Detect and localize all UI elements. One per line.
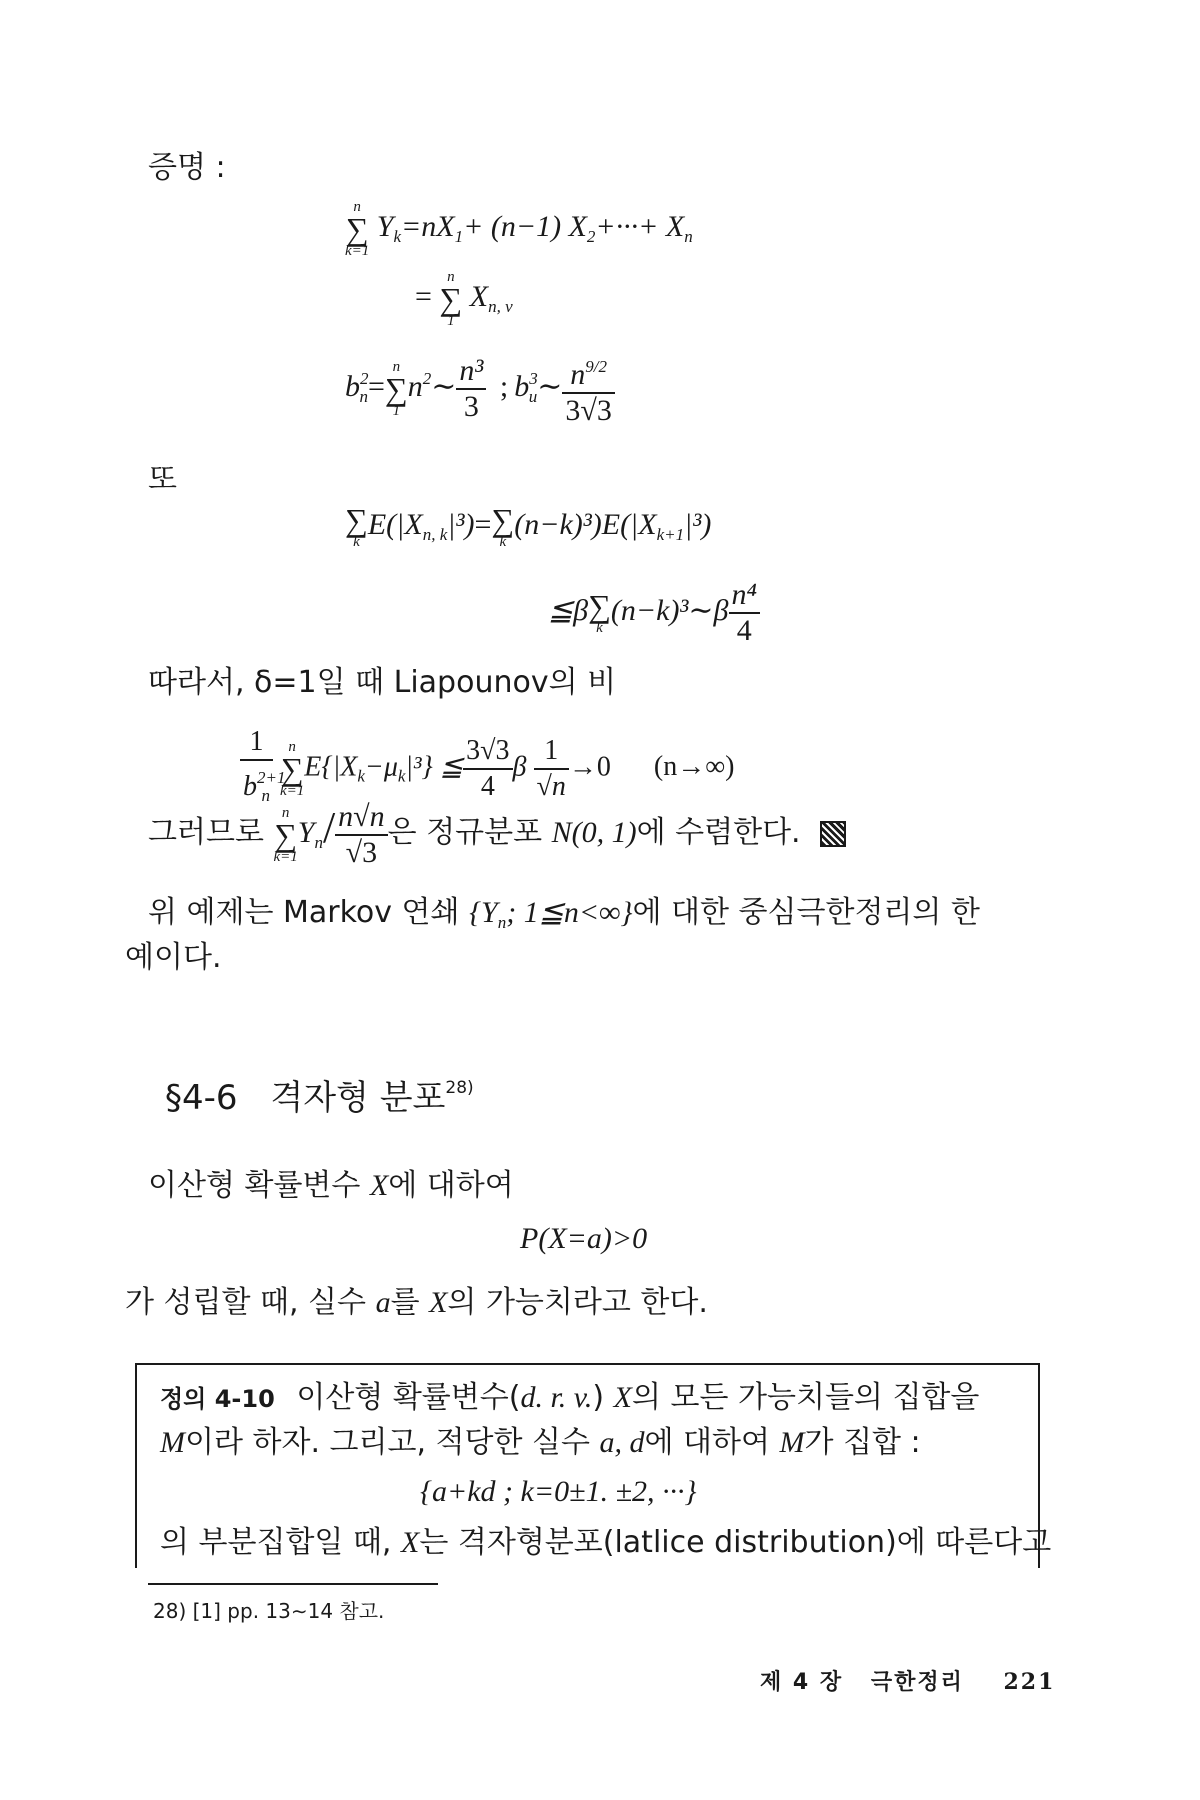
definition-top-rule <box>135 1363 1040 1365</box>
footnote-rule <box>148 1583 438 1585</box>
definition-line2: M이라 하자. 그리고, 적당한 실수 a, d에 대하여 M가 집합 : <box>160 1425 921 1460</box>
section-heading: §4-6 격자형 분포$^{28)}$ <box>165 1078 474 1118</box>
page-footer: 제 4 장 극한정리 221 <box>760 1669 1056 1695</box>
page-number: 221 <box>1003 1669 1056 1695</box>
equation-variance: $b^2_n=$ n ∑ 1 $n^2\sim$ $\frac{\text{n³}}{3}$ ; $b^3_u\sim$ $\frac{n^{9/2}}{3√3}$ <box>345 350 615 428</box>
discrete-rv-text: 이산형 확률변수 X에 대하여 <box>148 1168 514 1203</box>
markov-text-line2: 예이다. <box>125 940 222 975</box>
liapounov-text: 따라서, δ=1일 때 Liapounov의 비 <box>148 665 617 700</box>
convergence-text: 그러므로 n ∑ k=1 $Y_n/$ $\frac{n√n}{√3}$ 은 정규분포 N(0, 1)에 수렴한다. <box>148 800 846 870</box>
definition-left-rule <box>135 1363 137 1568</box>
equation-liapounov: $\frac{1}{b^{2+1}_n}$ n ∑ k=1 $E\{|X_k-\mu_k|^3\}$ ≦ $\frac{3√3}{4}$ β $\frac{1}{√n}$ →0 (n→∞) <box>240 725 734 813</box>
equation-expectation: ∑ k $E(|X_{n, k}|^3)=$ ∑ k $(n-k)^3)E(|X_{k+1}|^3)$ <box>345 502 712 550</box>
definition-line4: 의 부분집합일 때, X는 격자형분포(latlice distribution)에 따른다고 <box>160 1525 1052 1560</box>
possible-value-text: 가 성립할 때, 실수 a를 X의 가능치라고 한다. <box>125 1285 708 1320</box>
markov-text-line1: 위 예제는 Markov 연쇄 {$Y_n$; 1≦n<∞}에 대한 중심극한정리의 한 <box>148 895 980 932</box>
end-of-proof-mark <box>820 821 846 847</box>
equation-sum-x: = n ∑ 1 $X_{n, v}$ <box>415 269 513 329</box>
proof-label: 증명 : <box>148 150 226 185</box>
definition-line1: 정의 4-10 이산형 확률변수(d. r. v.) X의 모든 가능치들의 집합을 <box>160 1380 980 1415</box>
equation-sum-y: n ∑ k=1 $Y_k=nX_1+ (n-1)$ $X_2+\cdot\cdot\cdot+ X_n$ <box>345 199 693 259</box>
definition-set: {a+kd ; k=0±1. ±2, ···} <box>420 1475 697 1508</box>
footnote: 28) [1] pp. 13∼14 참고. <box>153 1599 385 1623</box>
also-label: 또 <box>148 462 177 497</box>
equation-bound: ≦β ∑ k (n−k)³∼β $\frac{\text{n⁴}}{4}$ <box>548 578 760 648</box>
equation-probability: P(X=a)>0 <box>520 1222 648 1255</box>
